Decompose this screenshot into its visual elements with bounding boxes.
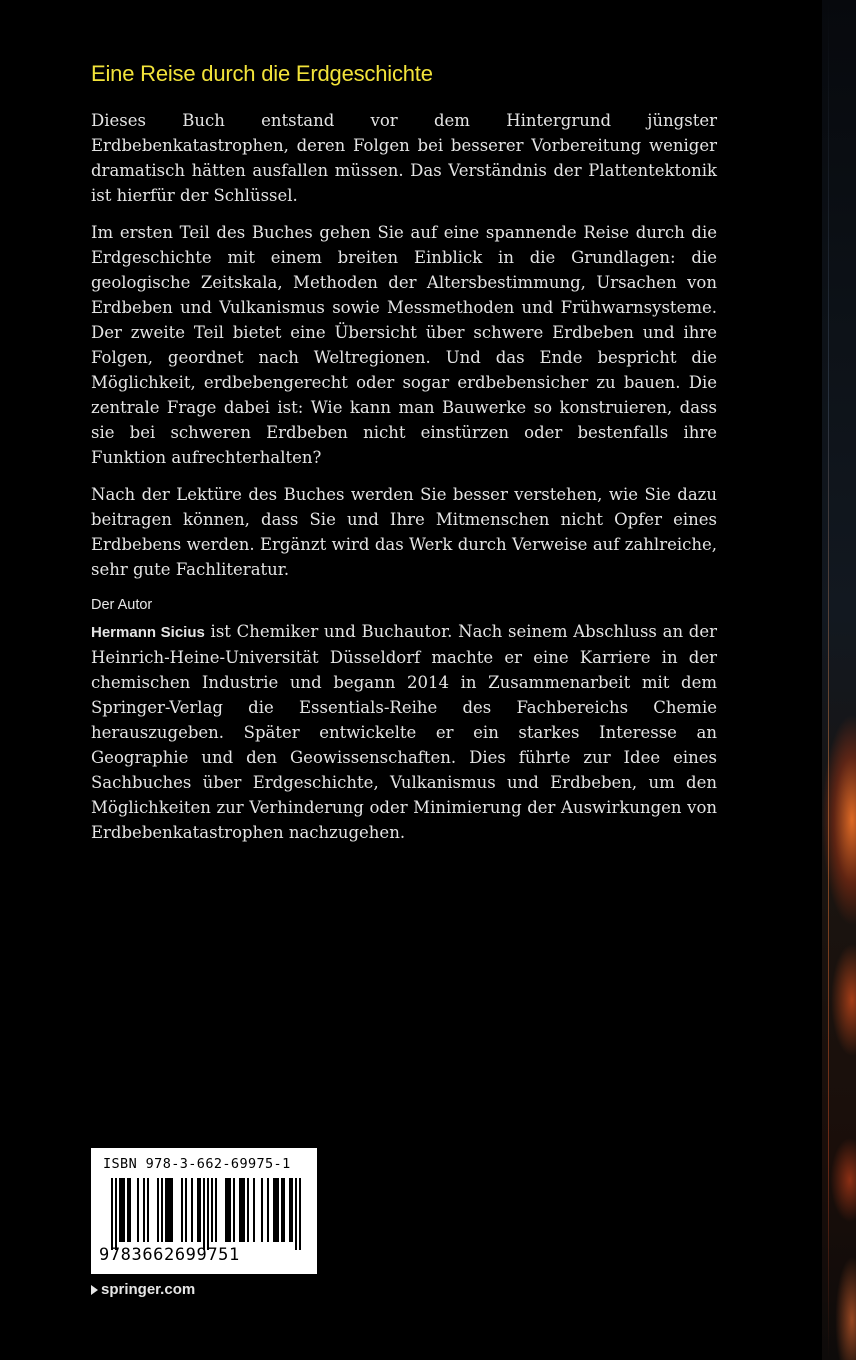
barcode-bar: [129, 1178, 131, 1242]
book-blurb-title: Eine Reise durch die Erdgeschichte: [91, 61, 433, 86]
barcode-bar: [123, 1178, 125, 1242]
blurb-paragraph-2: Im ersten Teil des Buches gehen Sie auf eine spannende Reise durch die Erdgeschichte mit einem breiten Einblick in die Grundlagen: die geologische Zeitskala, Methoden der Altersbestimmung, Ursachen von Erdbeben und Vulkanismus sowie Messmethoden und Frühwarnsysteme. Der zweite Teil bietet eine Übersicht über schwere Erdbeben und ihre Folgen, geordnet nach Weltregionen. Und das Ende bespricht die Möglichkeit, erdbebengerecht oder sogar erdbebensicher zu bauen. Die zentrale Frage dabei ist: Wie kann man Bauwerke so konstruieren, dass sie bei schweren Erdbeben nicht einstürzen oder bestenfalls ihre Funktion aufrechterhalten?: [91, 223, 717, 467]
barcode-bar: [203, 1178, 205, 1250]
barcode-bar: [143, 1178, 145, 1242]
barcode-bar: [115, 1178, 117, 1250]
barcode-bar: [185, 1178, 187, 1242]
barcode-bar: [171, 1178, 173, 1242]
barcode-bar: [239, 1178, 241, 1242]
barcode-bar: [119, 1178, 121, 1242]
barcode-bar: [121, 1178, 123, 1242]
barcode-bar: [167, 1178, 169, 1242]
barcode-bar: [273, 1178, 275, 1242]
barcode-bar: [277, 1178, 279, 1242]
author-bio: [91, 619, 717, 845]
author-heading: Der Autor: [91, 597, 153, 613]
blurb-paragraph-3: Nach der Lektüre des Buches werden Sie besser verstehen, wie Sie dazu beitragen können, dass Sie und Ihre Mitmenschen nicht Opfer eines Erdbebens werden. Ergänzt wird das Werk durch Verweise auf zahlreiche, sehr gute Fachliteratur.: [91, 485, 717, 579]
barcode-bar: [253, 1178, 255, 1242]
barcode-bar: [199, 1178, 201, 1242]
barcode-bar: [241, 1178, 243, 1242]
barcode-bar: [225, 1178, 227, 1242]
barcode-bar: [261, 1178, 263, 1242]
barcode-bar: [191, 1178, 193, 1242]
publisher-url: springer.com: [101, 1281, 196, 1298]
barcode-bar: [267, 1178, 269, 1242]
author-bio-text: ist Chemiker und Buchautor. Nach seinem Abschluss an der Heinrich-Heine-Universität Düsseldorf machte er eine Karriere in der chemischen Industrie und begann 2014 in Zusammenarbeit mit dem Springer-Verlag die Essentials-Reihe des Fachbereichs Chemie herauszugeben. Später entwickelte er ein starkes Interesse an Geographie und den Geowissenschaften. Dies führte zur Idee eines Sachbuches über Erdgeschichte, Vulkanismus und Erdbeben, um den Möglichkeiten zur Verhinderung oder Minimierung der Auswirkungen von Erdbebenkatastrophen nachzugehen.: [91, 622, 717, 842]
barcode-bar: [215, 1178, 217, 1242]
barcode-bar: [227, 1178, 229, 1242]
barcode-bar: [127, 1178, 129, 1242]
barcode-bar: [275, 1178, 277, 1242]
isbn-label: ISBN 978-3-662-69975-1: [103, 1156, 291, 1172]
barcode-digits: 9783662699751: [99, 1245, 240, 1265]
barcode-bar: [147, 1178, 149, 1242]
barcode-bar: [161, 1178, 163, 1242]
barcode-bar: [229, 1178, 231, 1242]
author-name: Hermann Sicius: [91, 624, 205, 641]
publisher-link[interactable]: [91, 1281, 195, 1298]
barcode-bar: [295, 1178, 297, 1250]
barcode-bar: [157, 1178, 159, 1242]
blurb-paragraph-1: Dieses Buch entstand vor dem Hintergrund jüngster Erdbebenkatastrophen, deren Folgen bei besserer Vorbereitung weniger dramatisch hätten ausfallen müssen. Das Verständnis der Plattentektonik ist hierfür der Schlüssel.: [91, 111, 717, 205]
arrow-right-icon: [91, 1285, 98, 1295]
barcode-bar: [243, 1178, 245, 1242]
barcode-bar: [165, 1178, 167, 1242]
barcode-bar: [169, 1178, 171, 1242]
barcode-bar: [283, 1178, 285, 1242]
barcode-bar: [289, 1178, 291, 1242]
barcode-bar: [211, 1178, 213, 1242]
barcode-bar: [181, 1178, 183, 1242]
barcode-bar: [291, 1178, 293, 1242]
barcode-bar: [247, 1178, 249, 1242]
barcode-bar: [137, 1178, 139, 1242]
barcode-bar: [111, 1178, 113, 1250]
front-cover-edge-art: [822, 0, 856, 1360]
barcode-bar: [281, 1178, 283, 1242]
back-cover-text: [91, 60, 717, 845]
barcode-bar: [233, 1178, 235, 1242]
barcode-bar: [197, 1178, 199, 1242]
barcode-bar: [207, 1178, 209, 1250]
isbn-barcode: [91, 1148, 317, 1274]
barcode-bar: [299, 1178, 301, 1250]
